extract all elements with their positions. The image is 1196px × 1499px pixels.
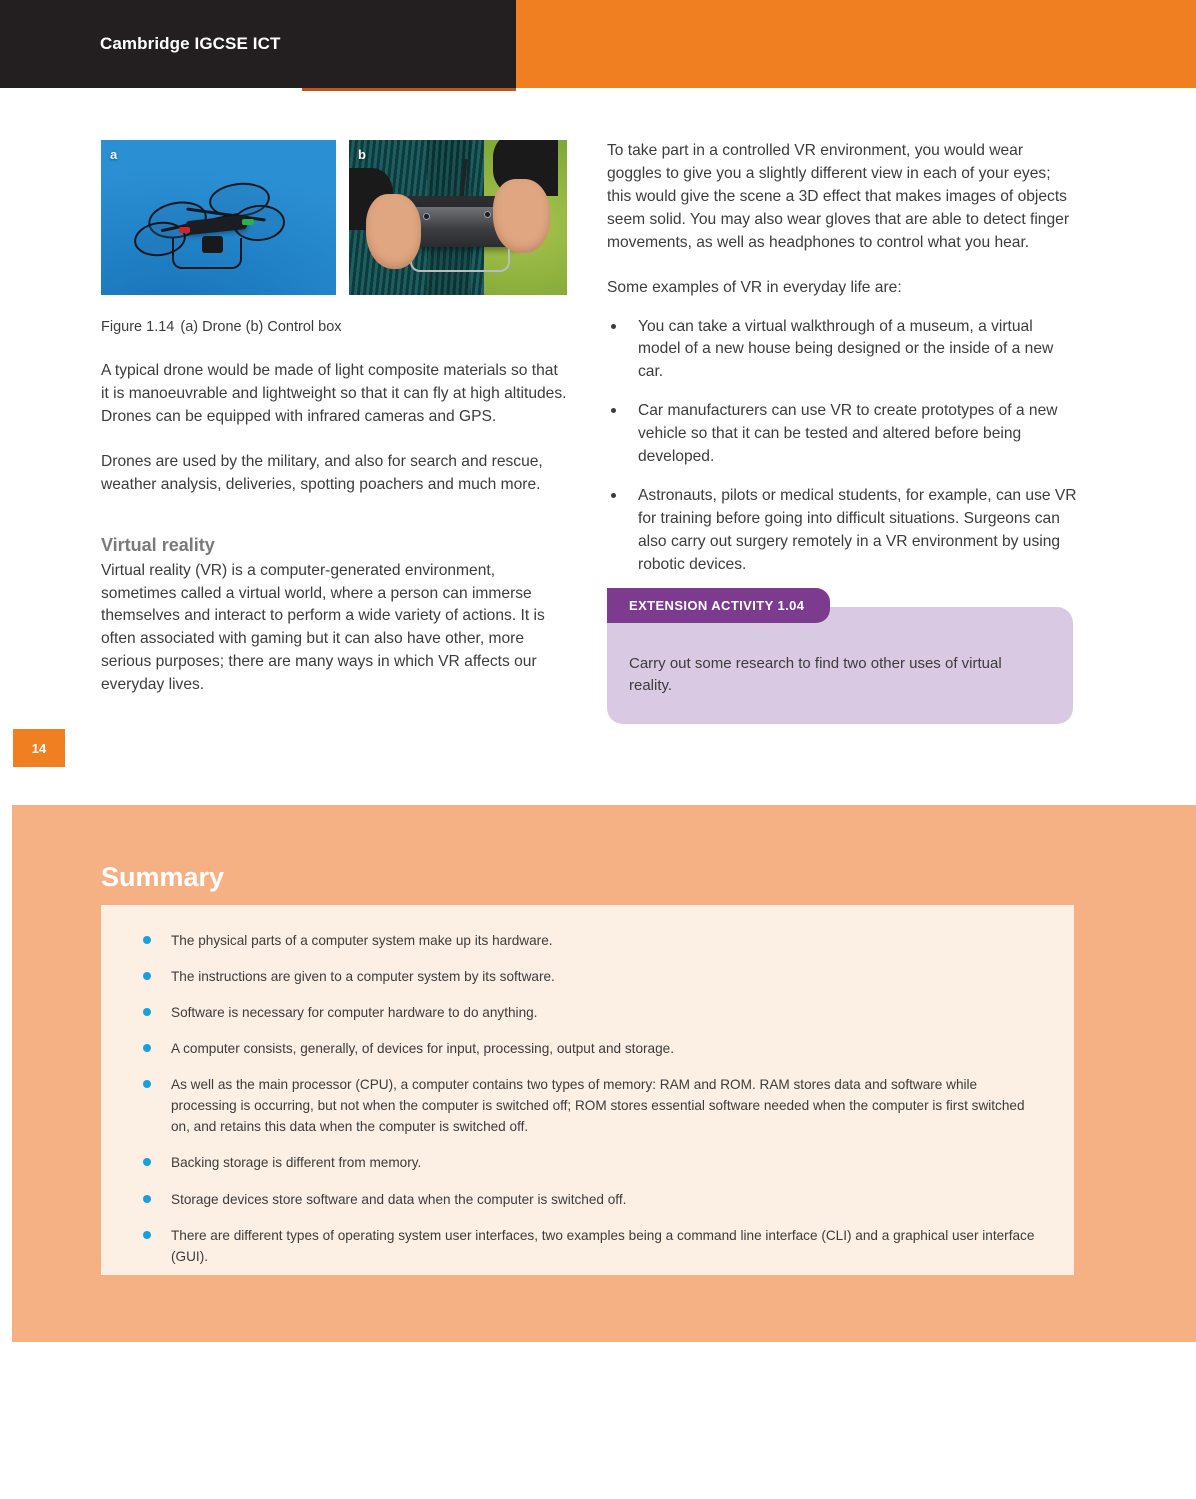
extension-activity-tab: EXTENSION ACTIVITY 1.04 [607,588,830,623]
figure-label-b: b [358,147,366,162]
paragraph-vr-definition: Virtual reality (VR) is a computer-generated environment, sometimes called a virtual world, where a person can immerse themselves and interact to perform a wide variety of actions. It is often associated with gaming but it can also have other, more serious purposes; there are many ways in which VR affects our everyday lives. [101,561,545,694]
list-item-text: You can take a virtual walkthrough of a museum, a virtual model of a new house being designed or the inside of a new car. [638,317,1054,381]
paragraph-vr-examples-intro: Some examples of VR in everyday life are: [607,278,902,296]
list-item-text: As well as the main processor (CPU), a computer contains two types of memory: RAM and ROM. RAM stores data and software while processing is occurring, but not when the computer is switched off; ROM stores essential software needed when the computer is first switched on, and retains this data when the computer is switched off. [171,1077,1025,1135]
paragraph-vr-equipment: To take part in a controlled VR environment, you would wear goggles to give you a slightly different view in each of your eyes; this would give the scene a 3D effect that makes images of objects seem solid. You may also wear gloves that are able to detect finger movements, as well as headphones to control what you hear. [607,142,1070,251]
bullet-dot-icon [143,972,151,980]
subheading-virtual-reality: Virtual reality [101,534,215,555]
bullet-dot-icon [611,493,616,498]
list-item [607,485,1077,577]
list-item-text: Backing storage is different from memory. [171,1155,422,1171]
bullet-dot-icon [143,1008,151,1016]
page-number-tab [13,729,65,767]
extension-activity-box [607,597,1073,724]
list-item-text: Storage devices store software and data when the computer is switched off. [171,1191,627,1207]
list-item [607,400,1077,469]
list-item [137,1189,1038,1210]
summary-list [101,905,1074,1267]
list-item-text: Software is necessary for computer hardware to do anything. [171,1005,538,1021]
list-item-text: The physical parts of a computer system make up its hardware. [171,933,553,948]
list-item [137,966,1038,987]
bullet-dot-icon [143,936,151,944]
bullet-dot-icon [143,1231,151,1239]
control-box-photo [349,140,567,295]
list-item [137,1038,1038,1059]
list-item [137,930,1038,951]
summary-title: Summary [101,862,225,892]
summary-panel [101,905,1074,1275]
list-item [137,1225,1038,1267]
bullet-dot-icon [143,1044,151,1052]
bullet-dot-icon [611,408,616,413]
list-item-text: There are different types of operating system user interfaces, two examples being a command line interface (CLI) and a graphical user interface (GUI). [171,1227,1035,1264]
list-item-text: The instructions are given to a computer system by its software. [171,969,555,985]
list-item-text: A computer consists, generally, of devices for input, processing, output and storage. [171,1041,674,1057]
drone-photo-art [101,140,336,295]
bullet-dot-icon [143,1195,151,1203]
list-item-text: Astronauts, pilots or medical students, for example, can use VR for training before going into difficult situations. Surgeons can also carry out surgery remotely in a VR environment by using robotic devices. [638,487,1077,573]
bullet-dot-icon [611,324,616,329]
list-item [137,1074,1038,1137]
left-column [101,140,569,697]
figure-label-a: a [110,147,118,162]
figure-row [101,140,569,295]
bullet-dot-icon [143,1080,151,1088]
list-item [137,1002,1038,1023]
list-item [137,1152,1038,1173]
page-number-label: 14 [31,740,47,756]
extension-activity-text: Carry out some research to find two other uses of virtual reality. [629,654,1002,695]
figure-caption [101,317,569,338]
header-underline-rule [302,88,516,91]
right-column [607,140,1077,724]
header-orange-bar [516,0,1196,88]
paragraph-drone-uses: Drones are used by the military, and also for search and rescue, weather analysis, deliveries, spotting poachers and much more. [101,452,543,493]
figure-caption-text: (a) Drone (b) Control box [180,319,342,335]
summary-section [12,805,1196,1342]
list-item-text: Car manufacturers can use VR to create prototypes of a new vehicle so that it can be tested and altered before being developed. [638,402,1058,466]
list-item [607,316,1077,385]
control-box-photo-art [349,140,567,295]
drone-photo [101,140,336,295]
bullet-dot-icon [143,1158,151,1166]
book-title: Cambridge IGCSE ICT [100,34,281,53]
paragraph-drone-materials: A typical drone would be made of light composite materials so that it is manoeuvrable and lightweight so that it can fly at high altitudes. Drones can be equipped with infrared cameras and GPS. [101,362,567,425]
figure-caption-number: Figure 1.14 [101,319,175,335]
vr-examples-list [607,316,1077,577]
